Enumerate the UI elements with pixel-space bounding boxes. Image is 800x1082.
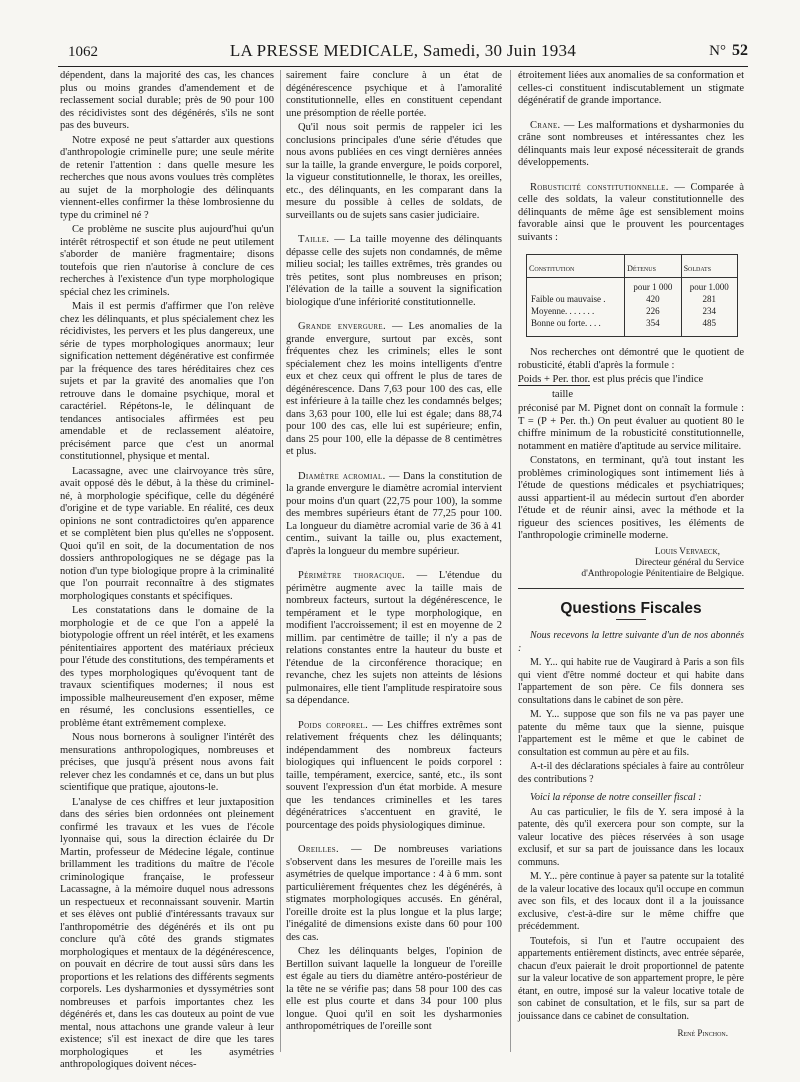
table-cell: pour 1 000 bbox=[625, 278, 681, 294]
section-text: — Les chiffres extrêmes sont relativement fréquents chez les délinquants; indépendamment des nombreux facteurs biologiques qui influencent le poids corporel : taille, tempérament, exercice, santé, etc., ils sont souvent l'expression d'un état morbide. A mesure que les tendances criminelles et les tares dégénératrices s'accentuent en gravité, le pourcentage des poids physiologiques diminue. bbox=[286, 719, 502, 831]
table-header: Constitution bbox=[527, 255, 625, 278]
section-robusticite bbox=[518, 182, 744, 245]
formula-tail: est plus précis que l'indice bbox=[592, 374, 704, 385]
section-taille bbox=[286, 234, 502, 309]
letter-intro: Nous recevons la lettre suivante d'un de nos abonnés : bbox=[518, 630, 744, 654]
reply-intro: Voici la réponse de notre conseiller fiscal : bbox=[530, 792, 702, 803]
fiscal-signature: René Pinchon. bbox=[677, 1028, 728, 1038]
article-column-2 bbox=[286, 70, 502, 1055]
paragraph: Notre exposé ne peut s'attarder aux questions d'anthropologie criminelle pure; une seule mérite de retenir l'attention : dans quelle mesure les recherches que nous avons voulues très complètes au sujet de la morphologie des délinquants viennent-elles confirmer la thèse lombrosienne du type du criminel né ? bbox=[60, 134, 274, 221]
table-cell: Faible ou mauvaise . bbox=[531, 294, 606, 304]
article-column-1 bbox=[60, 70, 274, 1070]
section-text: — Les anomalies de la grande envergure, surtout par excès, sont fréquentes chez les criminels; elles le sont spécialement chez les moins intelligents d'entre eux et chez ceux qui offrent le plus de tares de dégénérescence. Dans 7,63 pour 100 des cas, elle est inférieure à la taille chez les condamnés belges; dans 3,63 pour 100, elle lui est égale; dans 88,74 pour 100 des cas, elle lui est supérieure; enfin, dans 25 pour 100, elle la dépasse de 8 centimètres et plus. bbox=[286, 321, 502, 457]
table-row bbox=[527, 293, 737, 305]
section-text: — De nombreuses variations s'observent dans les mesures de l'oreille mais les asymétries de quelque importance : 4 à 6 mm. sont particulièrement fréquentes chez les dégénérés, à stigmates morphologiques accusés. En général, l'oreille droite est la plus longue et la plus large; l'inégalité de dimensions existe dans 60 pour 100 des cas. bbox=[286, 844, 503, 943]
section-thoracique bbox=[286, 570, 502, 708]
paragraph: L'analyse de ces chiffres et leur juxtaposition dans des séries bien ordonnées ont pleinement confirmé les travaux et les vues de l'école lyonnaise qui, sous la direction éclairée du Dr Martin, professeur de Médecine légale, continue brillamment les traditions du maître de l'école criminologique française, le professeur Lacassagne, à la mémoire duquel nous adressons un respectueux et reconnaissant souvenir. Martin et ses élèves ont publié d'intéressants travaux sur l'anthropométrie des dégénérés et ils ont pu conclure qu'à côté des grands stigmates morphologiques et mentaux de la dégénérescence, on pouvait en décrire de tout aussi sûrs dans les proportions et les relations des différents segments corporels. Les dysharmonies et dyssymétries sont nombreuses et parfois importantes chez les dégénérés et, dans les cas douteux au point de vue mental, nous attachons une grande valeur à leur existence; s'il est inexact de dire que les tares morphologiques et les asymétries anthropologiques doivent néces- bbox=[60, 796, 274, 1070]
section-heading: Diamètre acromial. bbox=[298, 470, 386, 482]
author-signature bbox=[518, 547, 744, 580]
section-heading: Périmètre thoracique. bbox=[298, 570, 405, 581]
paragraph: Au cas particulier, le fils de Y. sera imposé à la patente, dès qu'il exercera pour son compte, sur la valeur locative des pièces réservées à son usage exclusif, et sur sa part de jouissance dans les locaux communs. bbox=[518, 806, 744, 868]
paragraph: M. Y... père continue à payer sa patente sur la totalité de la valeur locative des locaux qu'il occupe en commun avec son fils, et des locaux dont il a la jouissance exclusive, c'est-à-dire sur le même chiffre que précédemment. bbox=[518, 871, 744, 932]
formula-numerator: Poids + Per. thor. bbox=[518, 374, 591, 385]
table-cell: Moyenne. . . . . . . bbox=[531, 306, 595, 316]
section-oreilles bbox=[286, 844, 502, 944]
paragraph: Toutefois, si l'un et l'autre occupaient des appartements entièrement distincts, avec entrée séparée, chacun d'eux paierait le droit proportionnel de patente sur la valeur locative de son appartement propre, le père étant, en outre, imposé sur la valeur locative totale de son cabinet de consultation, et le fils, sur sa part de jouissance dans ce cabinet de consultation. bbox=[518, 935, 744, 1022]
table-header: Détenus bbox=[625, 255, 681, 278]
paragraph: dépendent, dans la majorité des cas, les chances plus ou moins grandes d'amendement et de reclassement social durable; près de 90 pour 100 des récidivistes sont des dégénérés, s'ils ne sont pas des buveurs. bbox=[60, 70, 274, 131]
section-acromial bbox=[286, 471, 502, 559]
table-cell: 281 bbox=[681, 293, 737, 305]
page-header bbox=[58, 38, 748, 64]
section-heading: Crane. bbox=[530, 119, 561, 131]
section-text: — La taille moyenne des délinquants dépasse celle des sujets non condamnés, de même milieu social; les tailles extrêmes, très grandes ou très petites, sont plus nombreuses en prison; l'élévation de la taille a souvent la signification biologique d'une infériorité constitutionnelle. bbox=[286, 234, 503, 308]
table-cell: 485 bbox=[681, 317, 737, 336]
issue-number bbox=[709, 42, 748, 60]
title-rule bbox=[616, 619, 646, 620]
section-envergure bbox=[286, 321, 502, 459]
paragraph: Constatons, en terminant, qu'à tout instant les problèmes criminologiques sont intimement liés à l'étude de questions médicales et psychiatriques; aussi appartient-il au médecin surtout d'en aborder l'étude et de réunir ainsi, avec la méthode et la rigueur des sciences positives, les éléments de l'anthropologie criminelle moderne. bbox=[518, 455, 744, 541]
table-row bbox=[527, 317, 737, 336]
author-name: Louis Vervaeck, bbox=[654, 546, 720, 557]
issue-label: N° bbox=[709, 43, 726, 59]
formula-denominator: taille bbox=[552, 388, 573, 400]
section-crane bbox=[518, 120, 744, 170]
paragraph: A-t-il des déclarations spéciales à faire au contrôleur des contributions ? bbox=[518, 761, 744, 785]
author-title: d'Anthropologie Pénitentiaire de Belgique. bbox=[581, 568, 744, 579]
table-cell: 420 bbox=[625, 293, 681, 305]
paragraph: Ce problème ne suscite plus aujourd'hui qu'un intérêt rétrospectif et son étude ne peut utilement s'aborder de manière fragmentaire; disons toutefois que rien n'autorise à conclure de ces recherches à l'existence d'un type morphologique spécial chez les criminels. bbox=[60, 224, 274, 298]
questions-fiscales bbox=[518, 599, 744, 1040]
section-heading: Poids corporel. bbox=[298, 719, 369, 731]
formula bbox=[518, 374, 744, 387]
section-heading: Oreilles. bbox=[298, 844, 339, 855]
paragraph: sairement faire conclure à un état de dégénérescence psychique et à l'amoralité constitutionnelle, elles en constituent cependant une présomption de réelle portée. bbox=[286, 70, 502, 119]
section-text: — L'étendue du périmètre augmente avec la taille mais de nombreux facteurs, surtout la dégénérescence, le tempérament et le type morphologique, en modifient l'accroissement; il est en moyenne de 2 millim. par centimètre de taille; il n'y a pas de relations constantes entre la hauteur du buste et l'étendue de la circonférence thoracique; en revanche, chez les sujets non atteints de lésions pulmonaires, elle tient l'amplitude respiratoire sous sa dépendance. bbox=[286, 570, 502, 706]
robusticity-table bbox=[526, 254, 738, 337]
section-text: — Dans la constitution de la grande envergure le diamètre acromial intervient pour moins d'un quart (22,75 pour 100), la somme des membres supérieurs étant de 77,25 pour 100. La longueur du diamètre acromial varie de 36 à 41 centim., suivant la taille ou, plus exactement, d'après la longueur du membre supérieur. bbox=[286, 470, 502, 557]
table-header: Soldats bbox=[681, 255, 737, 278]
page-number: 1062 bbox=[68, 44, 98, 60]
paragraph: Nos recherches ont démontré que le quotient de robusticité, établi d'après la formule : bbox=[518, 347, 744, 371]
paragraph: Mais il est permis d'affirmer que l'on relève chez les délinquants, et plus spécialement chez les récidivistes, les pervers et les plus dangereux, une série de types morphologiques anormaux; leur signification nettement dégénérative est confirmée par la fréquence des tares héréditaires chez ces sujets et par la gravité des anomalies que l'on retrouve dans le domaine psychique, moral et caractériel. Répétons-le, le délinquant de tendances antisociales affirmées est peu amendable et de reclassement aléatoire, précisément parce que c'est un anormal constitutionnel, physique et mental. bbox=[60, 301, 274, 462]
column-divider bbox=[510, 70, 511, 1052]
paragraph: Les constatations dans le domaine de la morphologie et de ce que l'on a appelé la biotypologie offrent un réel intérêt, et les examens pénitentiaires apportent des matériaux précieux pour l'étude des constitutions, des tempéraments et des types morphologiques qu'évoquent tant de travaux scientifiques modernes; il nous est impossible malheureusement d'en exposer, même en résumé, les conclusions essentielles, ce problème étant extrêmement complexe. bbox=[60, 605, 274, 729]
paragraph: Chez les délinquants belges, l'opinion de Bertillon suivant laquelle la longueur de l'oreille est égale au tiers du diamètre antéro-postérieur de la tête ne se vérifie pas; dans 58 pour 100 des cas elle est plus courte et dans 34 pour 100 plus longue. Quoi qu'il en soit les dysharmonies anthropométriques de l'oreille sont bbox=[286, 946, 502, 1032]
paragraph: Lacassagne, avec une clairvoyance très sûre, avait opposé dès le début, à la thèse du criminel-né, à morphologie spécifique, celle du dégénéré d'origine et de type variable. En réalité, ces deux opinions ne sont contradictoires qu'en apparence et se complètent bien plus qu'elles ne s'opposent. Quoi qu'il en soit, de la documentation de nos dossiers anthropologiques ne se dégage pas la notion d'un type biologique propre à la criminalité que l'on pourrait reconnaître à des stigmates morphologiques constants et spécifiques. bbox=[60, 465, 274, 602]
table-cell: pour 1.000 bbox=[681, 278, 737, 294]
paragraph: préconisé par M. Pignet dont on connaît la formule : T = (P + Per. th.) On peut évaluer au quotient 80 le chiffre minimum de la robusticité constitutionnelle, notamment en matière d'aptitude au service militaire. bbox=[518, 403, 744, 452]
table-row bbox=[527, 305, 737, 317]
section-text: — Comparée à celle des soldats, la valeur constitutionnelle des délinquants de même âge est sensiblement moins favorable ainsi que le prouvent les pourcentages suivants : bbox=[518, 181, 745, 243]
header-rule bbox=[58, 66, 748, 67]
section-text: — Les malformations et dysharmonies du crâne sont nombreuses et intéressantes chez les délinquants mais leur exposé nécessiterait de grands développements. bbox=[518, 119, 744, 168]
section-heading: Robusticité constitutionnelle. bbox=[530, 181, 669, 193]
paragraph: Nous nous bornerons à souligner l'intérêt des mensurations anthropologiques, nombreuses et précises, que jusqu'à présent nous avons fait relever chez les condamnés et ce, dans un but plus scientifique que pratique, ajoutons-le. bbox=[60, 732, 274, 793]
table-cell: 226 bbox=[625, 305, 681, 317]
table-cell: Bonne ou forte. . . . bbox=[531, 318, 601, 328]
column-divider bbox=[280, 70, 281, 1052]
table-cell: 234 bbox=[681, 305, 737, 317]
section-poids bbox=[286, 720, 502, 833]
section-heading: Grande envergure. bbox=[298, 321, 386, 332]
section-heading: Taille. bbox=[298, 234, 330, 245]
issue-number-value: 52 bbox=[732, 42, 748, 59]
paragraph: M. Y... suppose que son fils ne va pas payer une patente du même taux que la sienne, puisque l'appartement est le même et que le cabinet de consultation est commun au père et au fils. bbox=[518, 709, 744, 758]
paragraph: étroitement liées aux anomalies de sa conformation et celles-ci constituent indiscutablement un stigmate dégénératif de grande importance. bbox=[518, 70, 744, 106]
section-rule bbox=[518, 588, 744, 589]
article-column-3 bbox=[518, 70, 744, 1055]
paragraph: Qu'il nous soit permis de rappeler ici les conclusions principales d'une série d'études que nous avons publiées en ces vingt dernières années sur la taille, la grande envergure, le poids corporel, la vigueur constitutionnelle, le thorax, les oreilles, etc., des délinquants, en les comparant dans la mesure du possible à celles de soldats, de surveillants ou de sujets sans casier judiciaire. bbox=[286, 122, 502, 221]
table-cell bbox=[527, 278, 625, 294]
paragraph: M. Y... qui habite rue de Vaugirard à Paris a son fils qui vient d'être nommé docteur et qui habite dans l'appartement de son père. Ce fils donnera ses consultations dans le cabinet de son père. bbox=[518, 657, 744, 706]
author-title: Directeur général du Service bbox=[635, 557, 744, 568]
section-title: Questions Fiscales bbox=[560, 599, 702, 617]
table-cell: 354 bbox=[625, 317, 681, 336]
journal-title: LA PRESSE MEDICALE, Samedi, 30 Juin 1934 bbox=[229, 41, 577, 60]
